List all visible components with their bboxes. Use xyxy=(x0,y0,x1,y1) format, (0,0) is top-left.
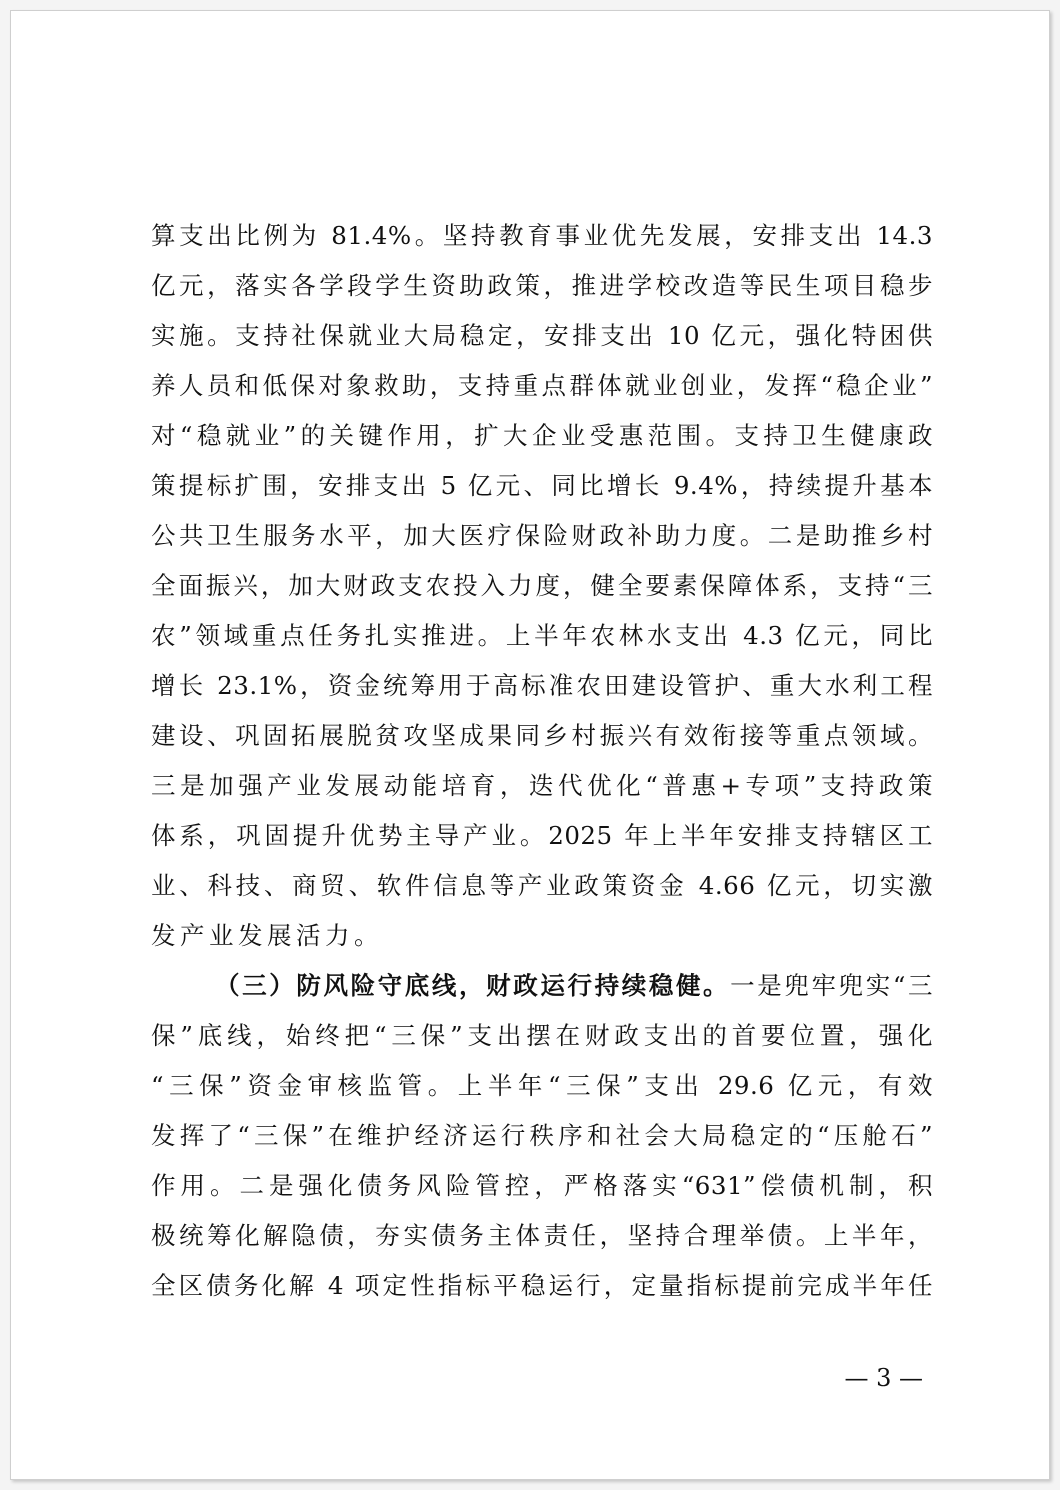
text-line: 全面振兴，加大财政支农投入力度，健全要素保障体系，支持“三 xyxy=(151,571,933,600)
text-line: 三是加强产业发展动能培育，迭代优化“普惠+专项”支持政策 xyxy=(151,771,933,800)
text-line: 实施。支持社保就业大局稳定，安排支出 10 亿元，强化特困供 xyxy=(151,321,933,350)
text-line: 公共卫生服务水平，加大医疗保险财政补助力度。二是助推乡村 xyxy=(151,521,933,550)
text-line: 保”底线，始终把“三保”支出摆在财政支出的首要位置，强化 xyxy=(151,1021,933,1050)
page-number: — 3 — xyxy=(844,1364,923,1392)
text-line: 增长 23.1%，资金统筹用于高标准农田建设管护、重大水利工程 xyxy=(151,671,933,700)
text-line: 算支出比例为 81.4%。坚持教育事业优先发展，安排支出 14.3 xyxy=(151,221,933,250)
text-line: 作用。二是强化债务风险管控，严格落实“631”偿债机制，积 xyxy=(151,1171,933,1200)
text-line: 业、科技、商贸、软件信息等产业政策资金 4.66 亿元，切实激 xyxy=(151,871,933,900)
section-heading: （三）防风险守底线，财政运行持续稳健。 xyxy=(215,971,731,1000)
document-page xyxy=(10,10,1050,1480)
section-heading-line xyxy=(215,971,933,1001)
text-line: 发产业发展活力。 xyxy=(151,921,383,950)
text-line: 发挥了“三保”在维护经济运行秩序和社会大局稳定的“压舱石” xyxy=(151,1121,933,1150)
text-line: 极统筹化解隐债，夯实债务主体责任，坚持合理举债。上半年， xyxy=(151,1221,933,1250)
text-line: 亿元，落实各学段学生资助政策，推进学校改造等民生项目稳步 xyxy=(151,271,933,300)
text-line: “三保”资金审核监管。上半年“三保”支出 29.6 亿元，有效 xyxy=(151,1071,933,1100)
text-line: 全区债务化解 4 项定性指标平稳运行，定量指标提前完成半年任 xyxy=(151,1271,933,1300)
text-line: 建设、巩固拓展脱贫攻坚成果同乡村振兴有效衔接等重点领域。 xyxy=(151,721,933,750)
text-line: 养人员和低保对象救助，支持重点群体就业创业，发挥“稳企业” xyxy=(151,371,933,400)
text-line: 策提标扩围，安排支出 5 亿元、同比增长 9.4%，持续提升基本 xyxy=(151,471,933,500)
text-line: 体系，巩固提升优势主导产业。2025 年上半年安排支持辖区工 xyxy=(151,821,933,850)
text-line: 对“稳就业”的关键作用，扩大企业受惠范围。支持卫生健康政 xyxy=(151,421,933,450)
text-line: 农”领域重点任务扎实推进。上半年农林水支出 4.3 亿元，同比 xyxy=(151,621,933,650)
text-span: 一是兜牢兜实“三 xyxy=(730,971,933,1000)
